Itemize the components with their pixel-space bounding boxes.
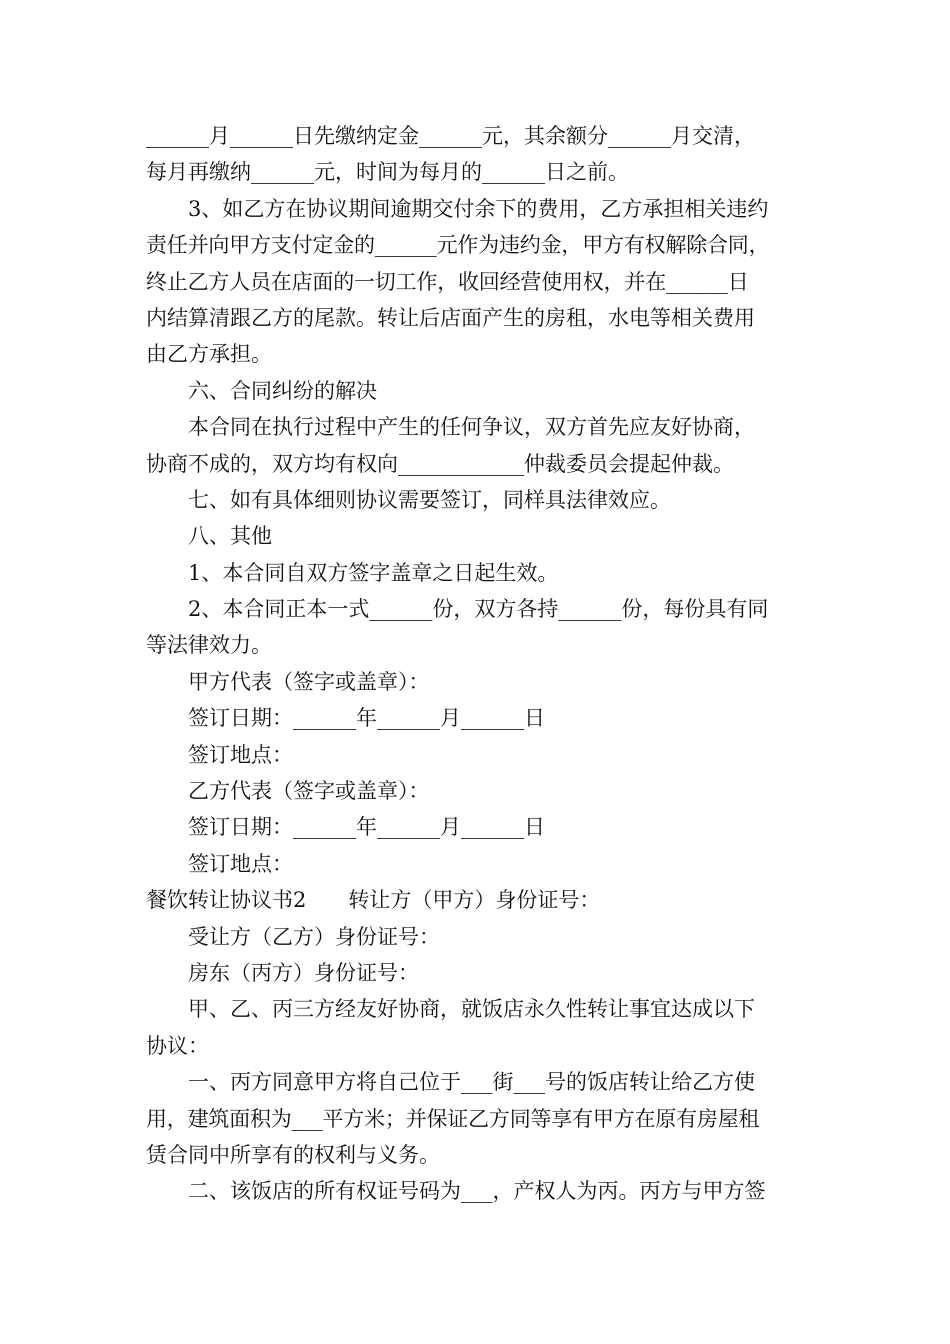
signature-label: 乙方代表（签字或盖章）：	[188, 779, 430, 804]
text-line: 等法律效力。	[146, 633, 272, 658]
text-line: 每月再缴纳______元，时间为每月的______日之前。	[146, 160, 629, 185]
section-heading: 六、合同纠纷的解决	[188, 378, 377, 403]
signing-location: 签订地点：	[188, 742, 293, 767]
text-line: 内结算清跟乙方的尾款。转让后店面产生的房租，水电等相关费用	[146, 305, 755, 330]
text-line: 用，建筑面积为___平方米；并保证乙方同等享有甲方在原有房屋租	[146, 1106, 760, 1131]
text-line: 本合同在执行过程中产生的任何争议，双方首先应友好协商，	[188, 415, 755, 440]
text-line: 房东（丙方）身份证号：	[188, 960, 419, 985]
text-line: 一、丙方同意甲方将自己位于___街___号的饭店转让给乙方使	[188, 1070, 755, 1095]
text-line: 2、本合同正本一式______份，双方各持______份，每份具有同	[188, 597, 769, 622]
text-line: 1、本合同自双方签字盖章之日起生效。	[188, 560, 559, 585]
document-body	[146, 118, 812, 1210]
text-line: 由乙方承担。	[146, 342, 272, 367]
text-line: 终止乙方人员在店面的一切工作，收回经营使用权，并在______日	[146, 269, 749, 294]
text-line: 协议：	[146, 1033, 209, 1058]
text-line: 3、如乙方在协议期间逾期交付余下的费用，乙方承担相关违约	[188, 196, 769, 221]
text-line: 甲、乙、丙三方经友好协商，就饭店永久性转让事宜达成以下	[188, 997, 755, 1022]
section-heading: 七、如有具体细则协议需要签订，同样具法律效应。	[188, 487, 671, 512]
signing-date: 签订日期：______年______月______日	[188, 815, 545, 840]
section-heading: 八、其他	[188, 524, 272, 549]
signature-label: 甲方代表（签字或盖章）：	[188, 669, 430, 694]
text-line: ______月______日先缴纳定金______元，其余额分______月交清，	[146, 124, 755, 148]
text-line: 责任并向甲方支付定金的______元作为违约金，甲方有权解除合同，	[146, 233, 770, 258]
signing-location: 签订地点：	[188, 851, 293, 876]
text-line: 二、该饭店的所有权证号码为___，产权人为丙。丙方与甲方签	[188, 1179, 766, 1204]
document-title-line: 餐饮转让协议书2 转让方（甲方）身份证号：	[146, 888, 601, 913]
text-line: 赁合同中所享有的权利与义务。	[146, 1142, 440, 1167]
text-line: 受让方（乙方）身份证号：	[188, 924, 440, 949]
signing-date: 签订日期：______年______月______日	[188, 706, 545, 731]
text-line: 协商不成的，双方均有权向____________仲裁委员会提起仲裁。	[146, 451, 734, 476]
